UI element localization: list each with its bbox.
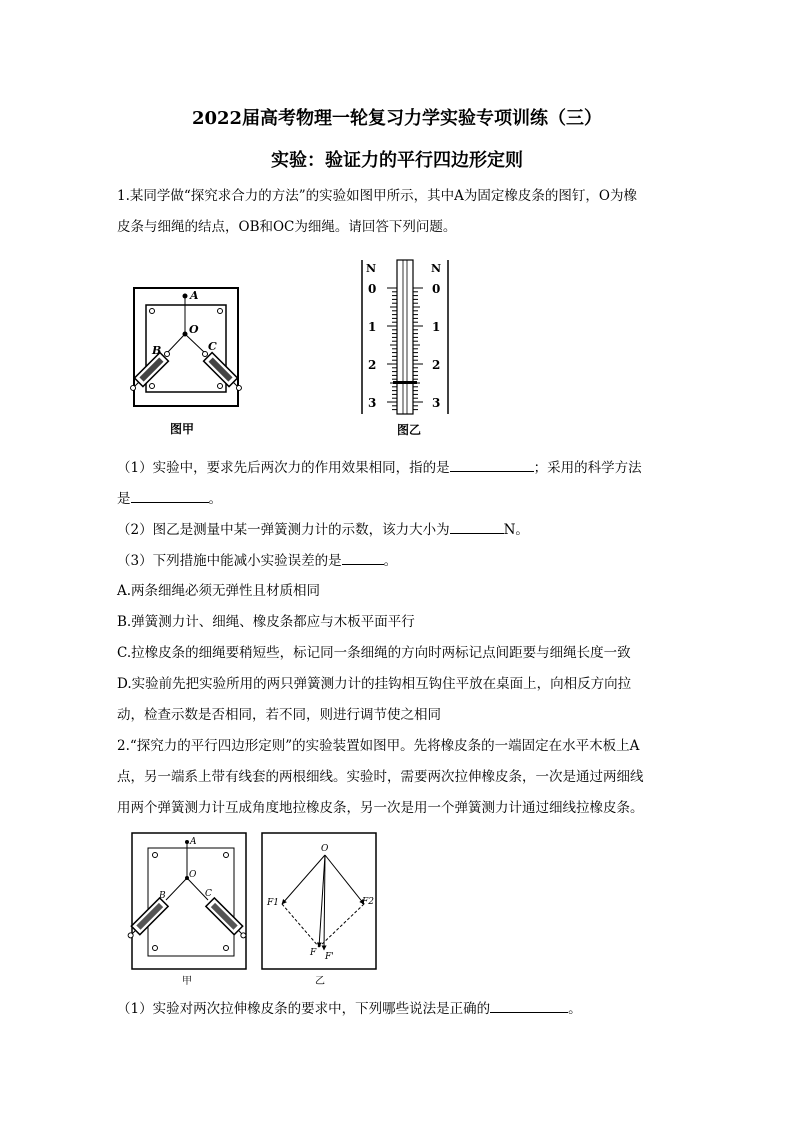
tick-label-3-right: 3 (432, 396, 441, 410)
q2-line3: 用两个弹簧测力计互成角度地拉橡皮条，另一次是用一个弹簧测力计通过细线拉橡皮条。 (117, 800, 644, 816)
q1-option-d-line2: 动，检查示数是否相同，若不同，则进行调节使之相同 (117, 707, 441, 723)
page-title: 2022届高考物理一轮复习力学实验专项训练（三） (191, 108, 603, 129)
dashed-side (282, 904, 319, 947)
q1-part1-text-c: 是 (117, 491, 131, 507)
answer-blank[interactable] (131, 489, 209, 503)
q1-option-b: B.弹簧测力计、细绳、橡皮条都应与木板平面平行 (117, 614, 415, 630)
label-o: O (189, 323, 199, 336)
q1-part1-line1 (117, 458, 642, 477)
q2-line1: 2.“探究力的平行四边形定则”的实验装置如图甲。先将橡皮条的一端固定在水平木板上A (117, 738, 640, 754)
frame (262, 833, 376, 969)
q1-intro-line1: 1.某同学做“探究求合力的方法”的实验如图甲所示，其中A为固定橡皮条的图钉，O为橡 (117, 188, 637, 204)
label-c: C (205, 889, 212, 899)
string-ob (166, 878, 187, 900)
label-o: O (321, 844, 329, 854)
q2-part1 (117, 999, 582, 1018)
q1-intro-line2: 皮条与细绳的结点，OB和OC为细绳。请回答下列问题。 (117, 219, 457, 235)
q2-line2: 点，另一端系上带有线套的两根细线。实验时，需要两次拉伸橡皮条，一次是通过两细线 (117, 769, 644, 785)
label-f2: F2 (362, 897, 374, 907)
tick-label-2-right: 2 (432, 358, 441, 372)
q1-part3-text-a: （3）下列措施中能减小实验误差的是 (117, 553, 342, 569)
spring-scale-right (206, 898, 249, 941)
spring-scale-left (125, 898, 168, 941)
q1-part1-line2 (117, 489, 222, 508)
pin (153, 946, 158, 951)
tick-label-0-right: 0 (432, 282, 441, 296)
tick-label-3: 3 (368, 396, 377, 410)
dashed-side (319, 904, 364, 947)
label-a: A (190, 837, 197, 847)
q1-part2-text-b: N。 (503, 522, 529, 538)
q1-part1-text-b: ；采用的科学方法 (533, 460, 642, 476)
label-f: F (310, 948, 317, 958)
q1-option-c: C.拉橡皮条的细绳要稍短些，标记同一条细绳的方向时两标记点间距要与细绳长度一致 (117, 645, 631, 661)
unit-right: N (431, 262, 442, 275)
q1-part2 (117, 520, 529, 539)
pin (218, 384, 223, 389)
caption-yi: 图乙 (397, 423, 422, 437)
answer-blank[interactable] (450, 458, 534, 472)
scale-pointer (393, 381, 417, 384)
q1-part3 (117, 551, 397, 570)
q2-part1-text-a: （1）实验对两次拉伸橡皮条的要求中，下列哪些说法是正确的 (117, 1001, 491, 1017)
pin (150, 384, 155, 389)
pin (218, 309, 223, 314)
label-a: A (190, 289, 199, 302)
answer-blank[interactable] (342, 551, 384, 565)
label-o: O (189, 870, 197, 880)
q2-part1-text-b: 。 (568, 1001, 582, 1017)
q1-part1-text-a: （1）实验中，要求先后两次力的作用效果相同，指的是 (117, 460, 450, 476)
q1-option-a: A.两条细绳必须无弹性且材质相同 (117, 583, 321, 599)
force-f2 (325, 855, 364, 904)
caption-jia: 甲 (182, 976, 192, 987)
pin (224, 853, 229, 858)
label-c: C (208, 340, 217, 353)
label-b: B (152, 344, 162, 357)
force-f1 (282, 855, 325, 904)
tick-label-0: 0 (368, 282, 377, 296)
point-c (203, 352, 208, 357)
q1-part1-text-d: 。 (208, 491, 222, 507)
label-f1: F1 (267, 898, 279, 908)
pin (150, 309, 155, 314)
q1-part2-text-a: （2）图乙是测量中某一弹簧测力计的示数，该力大小为 (117, 522, 450, 538)
q1-figure-yi (360, 258, 460, 440)
label-b: B (159, 891, 166, 901)
q1-part3-text-b: 。 (383, 553, 398, 569)
pin (153, 853, 158, 858)
string-ob (167, 334, 185, 353)
caption-jia: 图甲 (170, 422, 195, 436)
q2-figure-yi (258, 830, 382, 990)
label-f-prime: F' (325, 952, 334, 962)
q2-figure-jia (122, 830, 252, 990)
point-b (165, 352, 170, 357)
string-oc (185, 334, 205, 353)
q1-figure-jia (118, 280, 248, 440)
unit-left: N (366, 262, 377, 275)
tick-label-1-right: 1 (432, 320, 441, 334)
tick-label-2: 2 (368, 358, 377, 372)
caption-yi: 乙 (315, 976, 325, 987)
q1-option-d-line1: D.实验前先把实验所用的两只弹簧测力计的挂钩相互钩住平放在桌面上，向相反方向拉 (117, 676, 632, 692)
answer-blank[interactable] (450, 520, 504, 534)
pin (224, 946, 229, 951)
answer-blank[interactable] (490, 999, 568, 1013)
page-subtitle: 实验：验证力的平行四边形定则 (271, 150, 523, 171)
scale-tube (397, 260, 413, 414)
tick-label-1: 1 (368, 320, 377, 334)
